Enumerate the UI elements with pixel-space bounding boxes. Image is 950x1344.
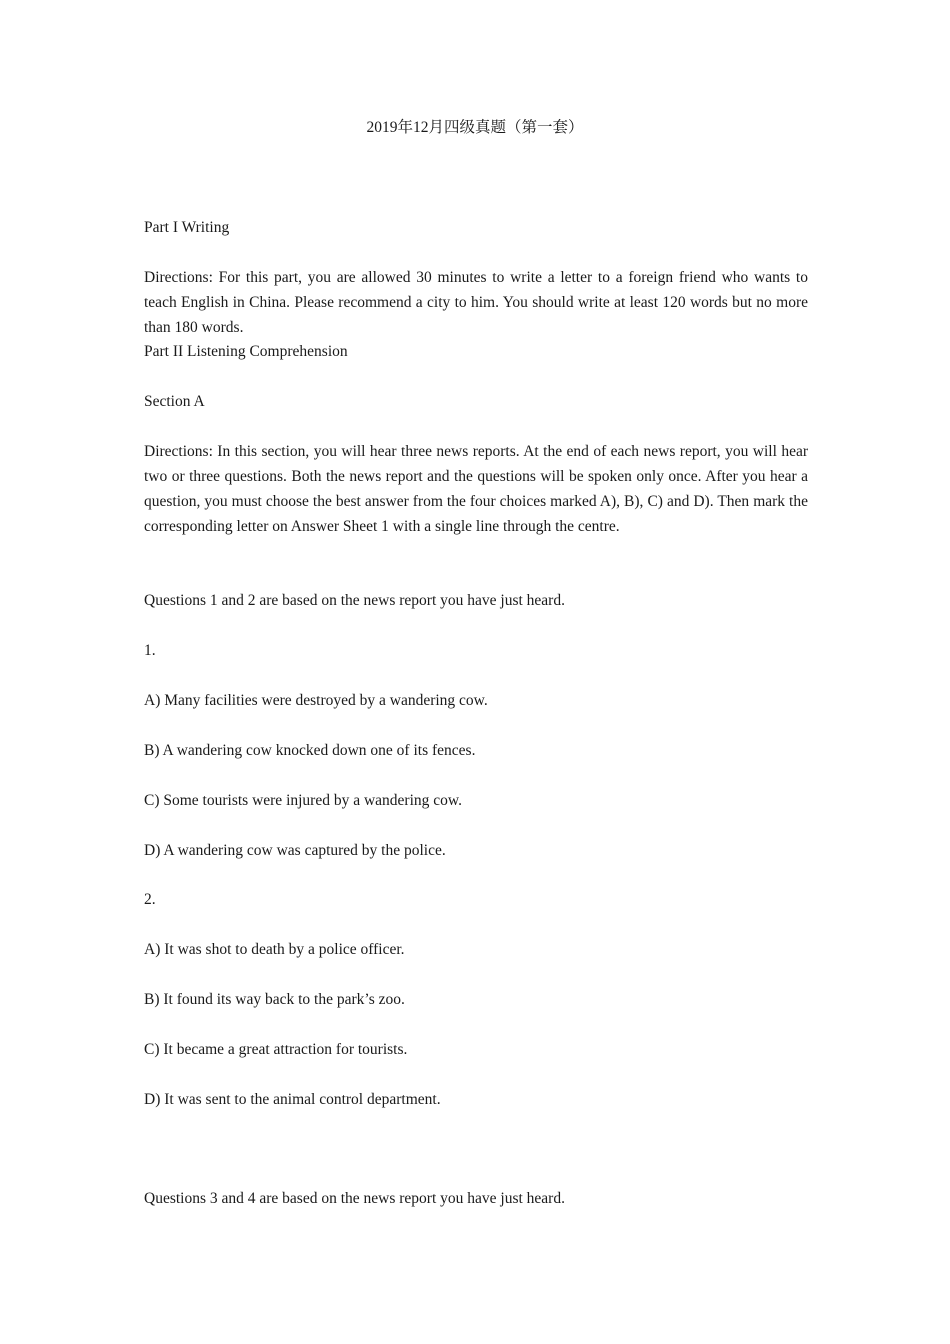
group2-intro: Questions 3 and 4 are based on the news report you have just heard. bbox=[144, 1190, 565, 1207]
question-2-option-c: C) It became a great attraction for tourists. bbox=[144, 1041, 408, 1058]
part2-heading: Part II Listening Comprehension bbox=[144, 343, 348, 360]
section-a-directions: Directions: In this section, you will hear three news reports. At the end of each news report, you will hear two or three questions. Both the news report and the questions will be spoken only once. After you hear a question, you must choose the best answer from the four choices marked A), B), C) and D). Then mark the corresponding letter on Answer Sheet 1 with a single line through the centre. bbox=[144, 443, 808, 535]
question-1-option-a: A) Many facilities were destroyed by a wandering cow. bbox=[144, 692, 488, 709]
question-1-option-d: D) A wandering cow was captured by the police. bbox=[144, 842, 446, 859]
question-1-number: 1. bbox=[144, 642, 156, 659]
question-2-option-a: A) It was shot to death by a police officer. bbox=[144, 941, 405, 958]
part1-heading: Part I Writing bbox=[144, 219, 230, 236]
question-2-option-d: D) It was sent to the animal control department. bbox=[144, 1091, 441, 1108]
part1-directions: Directions: For this part, you are allowed 30 minutes to write a letter to a foreign friend who wants to teach English in China. Please recommend a city to him. You should write at least 120 words but no more than 180 words. bbox=[144, 269, 808, 336]
question-2-option-b: B) It found its way back to the park’s zoo. bbox=[144, 991, 405, 1008]
question-1-option-c: C) Some tourists were injured by a wandering cow. bbox=[144, 792, 462, 809]
page-title: 2019年12月四级真题（第一套） bbox=[366, 119, 584, 136]
section-a-heading: Section A bbox=[144, 393, 205, 410]
question-2-number: 2. bbox=[144, 891, 156, 908]
question-1-option-b: B) A wandering cow knocked down one of its fences. bbox=[144, 742, 476, 759]
group1-intro: Questions 1 and 2 are based on the news report you have just heard. bbox=[144, 592, 565, 609]
